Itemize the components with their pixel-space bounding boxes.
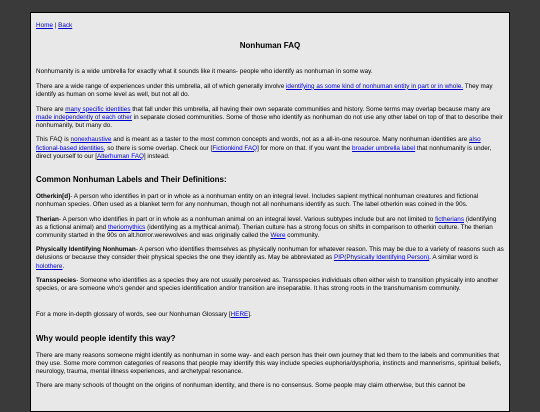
alterhuman-faq-link[interactable]: Alterhuman FAQ	[97, 152, 144, 160]
text: This FAQ is	[36, 136, 71, 144]
fictionkind-faq-link[interactable]: Fictionkind FAQ	[212, 144, 258, 152]
text: For a more in-depth glossary of words, see our Nonhuman Glossary [	[36, 311, 231, 319]
term-transspecies: Transspecies	[36, 277, 77, 285]
text: in separate closed communities. Some of those who identify as nonhuman do not use any other label on top of that to describe their nonhumanity, but many do.	[36, 113, 503, 129]
content-body	[31, 13, 509, 391]
text: ].	[248, 311, 252, 319]
definition-pin	[36, 246, 504, 270]
identifying-link[interactable]: identifying as some kind of nonhuman entity in part or in whole.	[286, 82, 464, 90]
term-otherkin: Otherkin[d]	[36, 192, 71, 200]
made-independently-link[interactable]: made independently of each other	[36, 113, 132, 121]
content-page	[30, 12, 510, 412]
text: and is meant as a taster to the most common concepts and words, not as a all-in-one resource. Many nonhuman identities are	[111, 136, 470, 144]
text: that nonhumanity is under, direct yourself to our [	[36, 144, 492, 160]
term-therian: Therian	[36, 215, 59, 223]
text: .	[62, 262, 65, 270]
pip-link[interactable]: PIP(Physically Identifying Person)	[333, 254, 430, 262]
many-identities-link[interactable]: many specific identities	[65, 105, 131, 113]
glossary-note	[36, 311, 504, 319]
term-pin: Physically Identifying Nonhuman	[36, 246, 136, 254]
definition-therian	[36, 216, 504, 240]
text: that fall under this umbrella, all having their own separate communities and history. Some terms may overlap because many are	[130, 105, 491, 113]
fictherians-link[interactable]: fictherians	[435, 215, 464, 223]
text: They may identify as human on some level as well, but not all do.	[36, 82, 493, 98]
text: (identifying as a fictional animal) and	[36, 215, 497, 231]
back-link[interactable]: Back	[58, 22, 73, 29]
nonexhaustive-link[interactable]: nonexhaustive	[70, 136, 112, 144]
theriomythics-link[interactable]: theriomythics	[107, 223, 146, 231]
nav-links	[36, 22, 504, 30]
were-link[interactable]: Were	[270, 231, 286, 239]
glossary-link[interactable]: HERE	[230, 311, 249, 319]
text: (identifying as a mythical animal). Therian culture has a strong focus on shifts in comparison to otherkin culture. The therian community started in the 90s on alt.horror.werewolves and was originally called the	[36, 223, 493, 239]
section-heading-why: Why would people identify this way?	[36, 333, 176, 343]
why-paragraph-1: There are many reasons someone might identify as nonhuman in some way- and each person has their own journey that led them to the labels and communities that they use. Some more common categories of reasons that people may identify this way include species euphoria/dysphoria, instincts and mannerisms, spiritual beliefs, neurology, trauma, mental illness experiences, and archetypal resonance.	[36, 351, 502, 375]
text: - Someone who identifies as a species they are not usually perceived as. Transspecies individuals often either wish to transition physically into another species, or are someone who's gender and species identification and/or transition are inseparable. It has strong roots in the transhumanism community.	[36, 277, 499, 293]
text: community.	[285, 231, 320, 239]
text: ] for more on that. If you want the	[257, 144, 352, 152]
intro-paragraph-1: Nonhumanity is a wide umbrella for exactly what it sounds like it means- people who identify as nonhuman in some way.	[36, 68, 373, 76]
text: . A similar word is	[429, 254, 479, 262]
text: There are	[36, 105, 66, 113]
intro-paragraph-3	[36, 106, 504, 130]
definition-otherkin	[36, 193, 504, 209]
text: ] instead.	[143, 152, 170, 160]
intro-paragraph-4	[36, 136, 504, 160]
text: - A person who identifies in part or in whole as a nonhuman entity on an integral level. Includes sapient mythical nonhuman creatures and fictional nonhuman species. Often used as a blanket term for any nonhuman, though not all nonhumans identify as such. The label otherkin was coined in the 90s.	[36, 192, 479, 208]
definition-transspecies	[36, 277, 504, 293]
intro-paragraph-2	[36, 83, 504, 99]
text: There are a wide range of experiences under this umbrella, all of which generally involve	[36, 82, 287, 90]
umbrella-label-link[interactable]: broader umbrella label	[351, 144, 416, 152]
text: , so there is some overlap. Check our [	[103, 144, 213, 152]
nav-separator: |	[52, 22, 59, 29]
section-heading-labels: Common Nonhuman Labels and Their Definitions:	[36, 174, 227, 184]
why-paragraph-2: There are many schools of thought on the origins of nonhuman identity, and there is no consensus. Some people may claim otherwise, but this cannot be	[36, 382, 466, 390]
page-title: Nonhuman FAQ	[239, 41, 301, 51]
fictional-based-link[interactable]: also fictional-based identities	[36, 136, 481, 152]
text: - A person who identifies in part or in whole as a nonhuman animal on an integral level. Various subtypes include but are not limited to	[58, 215, 436, 223]
holothere-link[interactable]: holothere	[36, 262, 63, 270]
text: - A person who identifies themselves as physically nonhuman for whatever reason. This may be due to a variety of reasons such as delusions or because they consider their physical species the one they identify as. May be abbreviated as	[36, 246, 504, 262]
home-link[interactable]: Home	[36, 22, 53, 29]
